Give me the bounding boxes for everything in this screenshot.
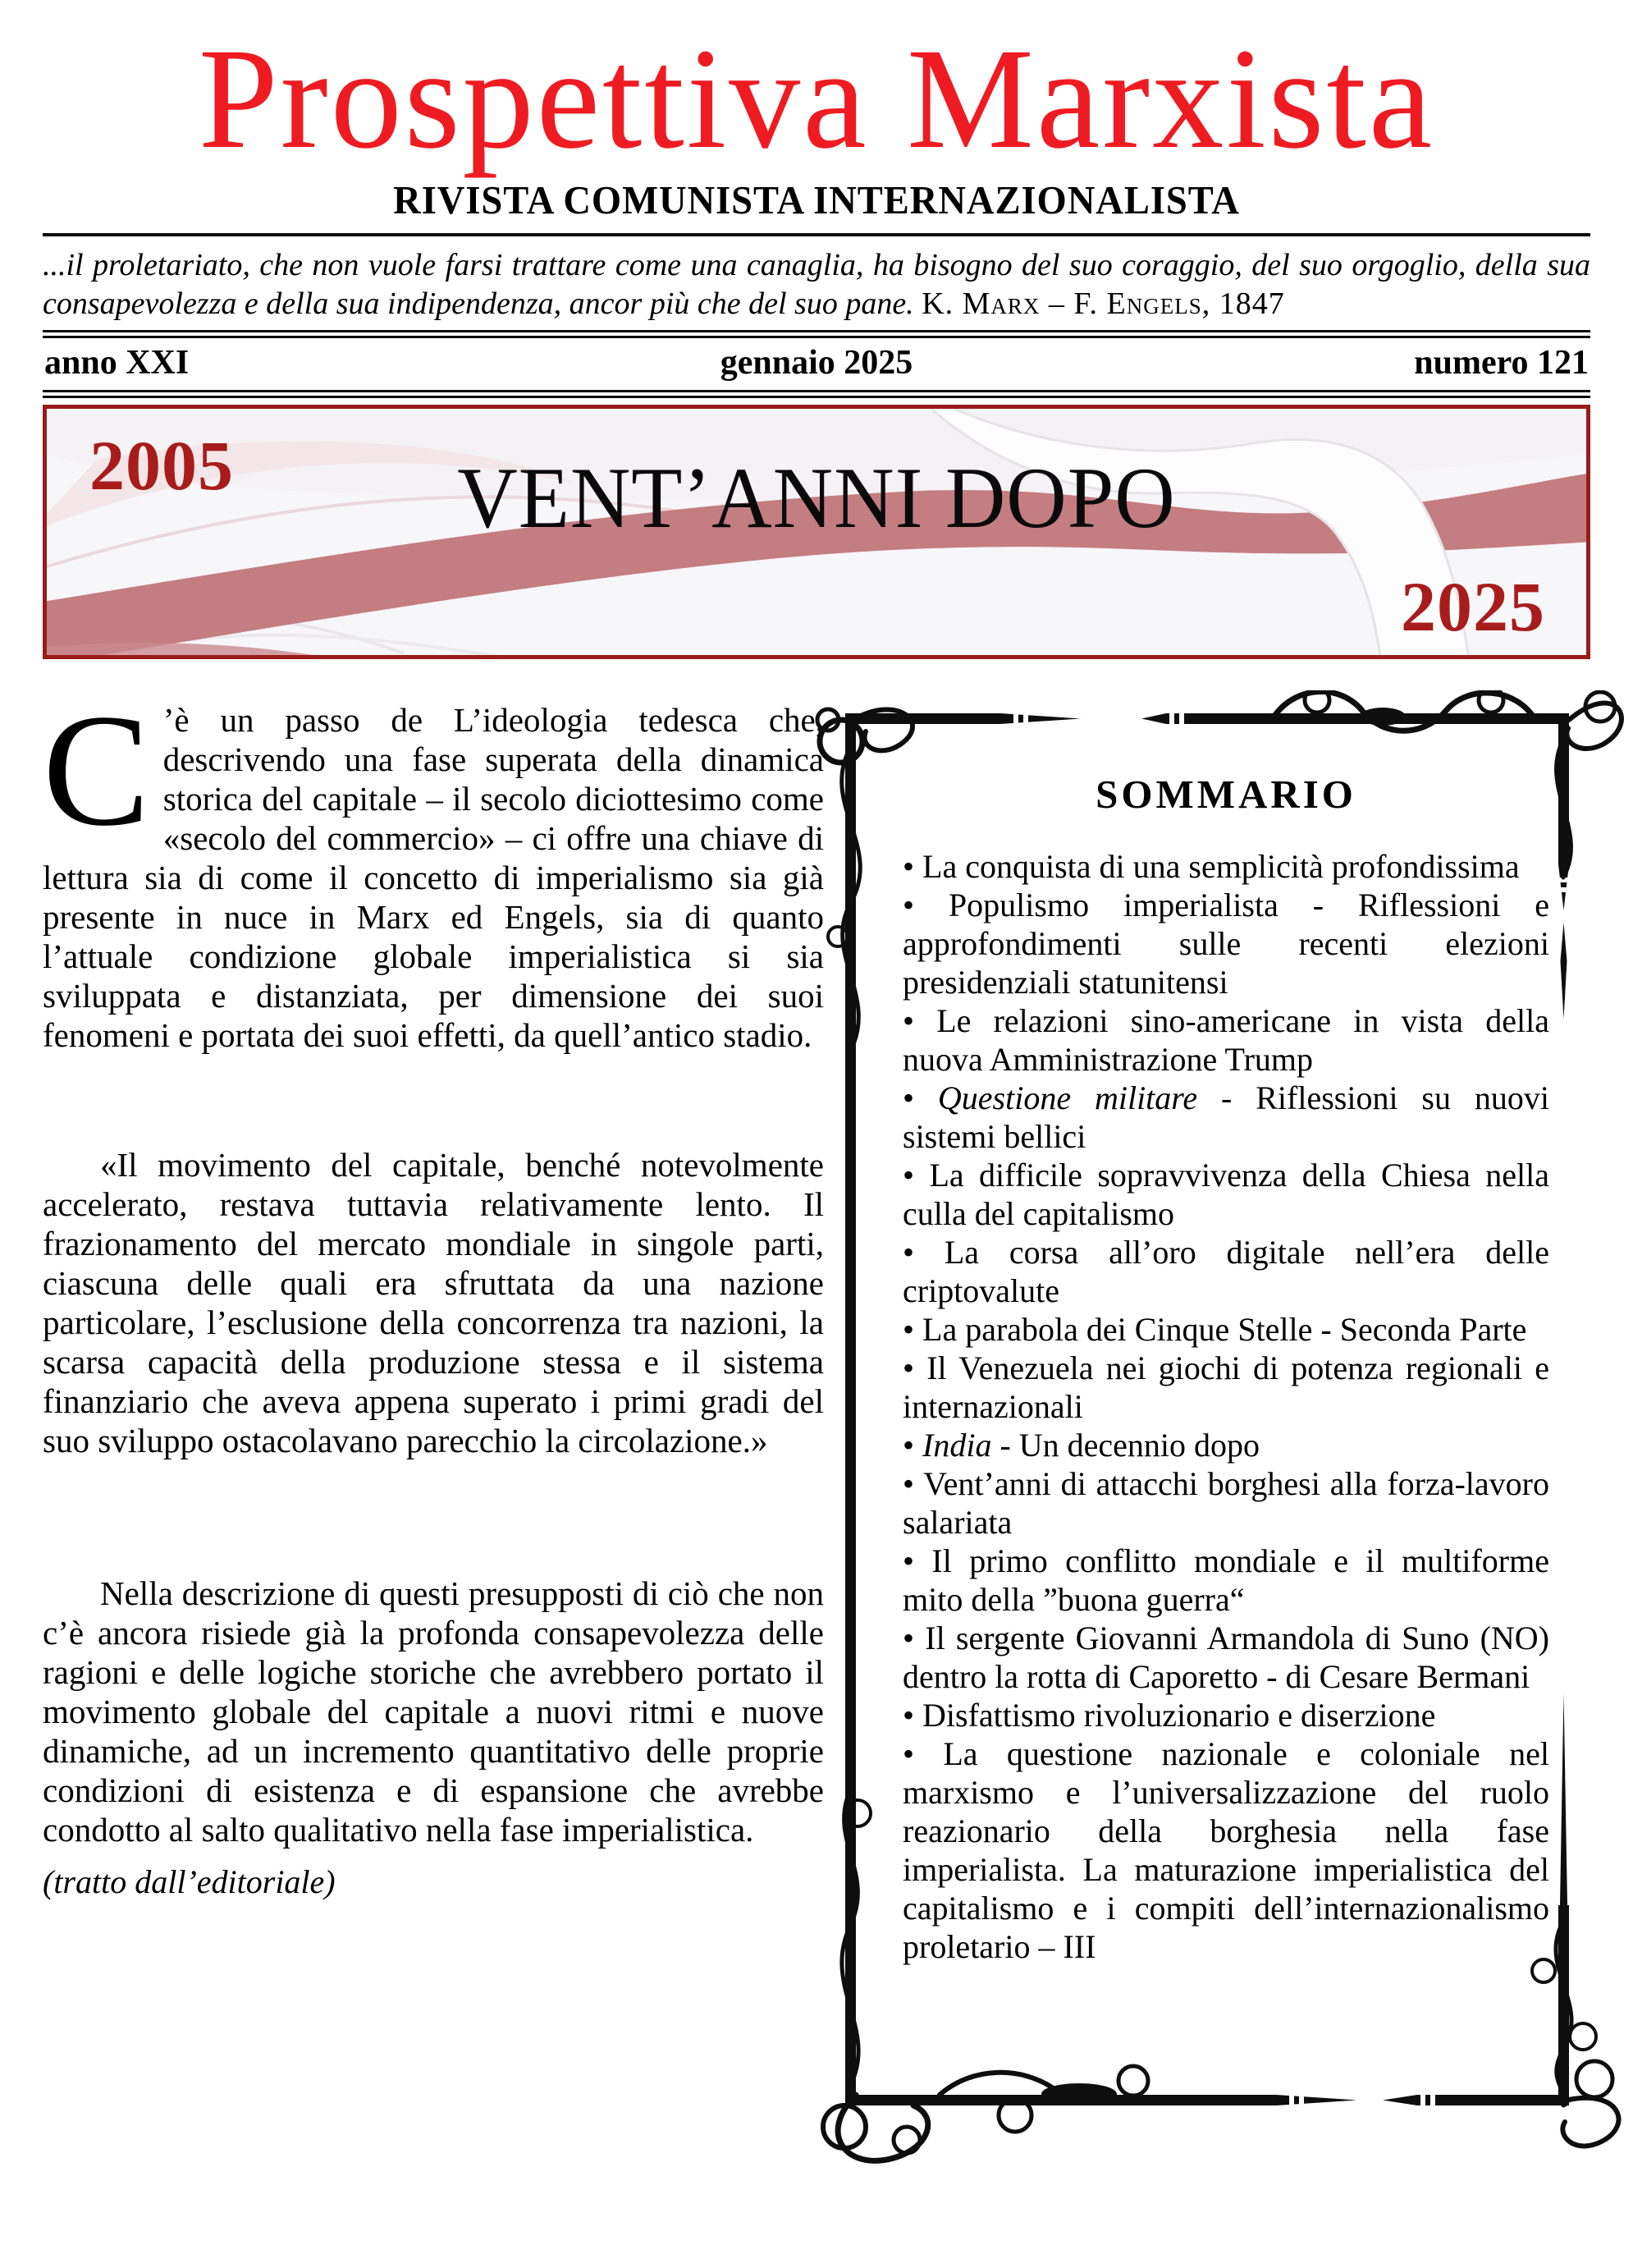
bullet-icon: • xyxy=(903,1157,930,1194)
masthead xyxy=(43,19,1590,222)
issue-info-row xyxy=(43,338,1590,390)
sommario-item xyxy=(903,1156,1549,1233)
bullet-icon: • xyxy=(903,1697,923,1734)
bullet-icon: • xyxy=(903,1465,924,1503)
sommario-item xyxy=(903,1233,1549,1310)
bullet-icon: • xyxy=(903,1311,923,1349)
bullet-icon: • xyxy=(903,1542,932,1580)
sommario-item xyxy=(903,1310,1549,1349)
sommario-item xyxy=(903,886,1549,1001)
banner-headline: VENT’ANNI DOPO xyxy=(457,450,1176,547)
issue-year: anno XXI xyxy=(44,344,190,383)
sommario-content xyxy=(845,771,1590,1966)
sommario-item-text: Questione militare xyxy=(937,1079,1198,1117)
editorial-paragraph-text: ’è un passo de L’ideologia tedesca che, descrivendo una fase superata della dinamica storica del capitale – il secolo diciottesimo come «secolo del commercio» – ci offre una chiave di lettura sia di come il concetto di imperialismo sia già presente in nuce in Marx ed Engels, sia di quanto l’attuale condizione globale imperialistica si sia sviluppata e distanziata, per dimensione dei suoi fenomeni e portata dei suoi effetti, da quell’antico stadio. xyxy=(43,701,824,1055)
epigraph xyxy=(43,246,1590,323)
bullet-icon: • xyxy=(903,1002,937,1040)
bullet-icon: • xyxy=(903,1620,926,1657)
sommario-list xyxy=(903,847,1549,1966)
editorial-paragraph xyxy=(43,681,824,1055)
banner-year-start: 2005 xyxy=(89,426,234,506)
epigraph-attribution: K. Marx – F. Engels, 1847 xyxy=(922,286,1285,322)
rule-above-issue xyxy=(43,330,1590,338)
editorial-source-note: (tratto dall’editoriale) xyxy=(43,1863,336,1901)
sommario-item-text: Disfattismo rivoluzionario e diserzione xyxy=(922,1697,1436,1734)
bullet-icon: • xyxy=(903,1349,927,1387)
sommario-item-text: Le relazioni sino-americane in vista della nuova Amministrazione Trump xyxy=(903,1002,1549,1079)
sommario-item-text: - Riflessioni su nuovi sistemi bellici xyxy=(903,1079,1549,1156)
editorial-column xyxy=(43,681,824,1902)
sommario-item-text: Il primo conflitto mondiale e il multiforme mito della ”buona guerra“ xyxy=(903,1542,1549,1619)
sommario-item-text: Populismo imperialista - Riflessioni e approfondimenti sulle recenti elezioni presidenziali statunitensi xyxy=(903,887,1549,1001)
bullet-icon: • xyxy=(903,848,923,886)
anniversary-banner xyxy=(43,405,1590,659)
sommario-item xyxy=(903,1079,1549,1156)
banner-year-end: 2025 xyxy=(1401,567,1545,647)
sommario-item xyxy=(903,1734,1549,1966)
editorial-paragraph: Nella descrizione di questi presupposti di ciò che non c’è ancora risiede già la profonda consapevolezza delle ragioni e delle logiche storiche che avrebbero portato il movimento globale del capitale a nuovi ritmi e nuove dinamiche, ad un incremento quantitativo delle proprie condizioni di esistenza e di espansione che avrebbe condotto al salto qualitativo nella fase imperialistica. xyxy=(43,1574,824,1849)
sommario-item-text: India xyxy=(922,1427,992,1464)
sommario-item xyxy=(903,1619,1549,1696)
bullet-icon: • xyxy=(903,1427,923,1464)
sommario-item xyxy=(903,847,1549,886)
rule-below-issue xyxy=(43,390,1590,398)
sommario-box xyxy=(845,700,1590,2178)
front-page xyxy=(0,19,1633,2178)
sommario-item-text: La difficile sopravvivenza della Chiesa nella culla del capitalismo xyxy=(903,1157,1549,1233)
sommario-item xyxy=(903,1426,1549,1464)
epigraph-quote: ...il proletariato, che non vuole farsi trattare come una canaglia, ha bisogno del suo coraggio, del suo orgoglio, della sua consapevolezza e della sua indipendenza, ancor più che del suo pane. xyxy=(43,248,1590,322)
sommario-item-text: La questione nazionale e coloniale nel marxismo e l’universalizzazione del ruolo reazionario della borghesia nella fase imperialista. La maturazione imperialistica del capitalismo e i compiti dell’internazionalismo proletario – III xyxy=(903,1735,1549,1966)
sommario-item xyxy=(903,1464,1549,1542)
sommario-item-text: Il sergente Giovanni Armandola di Suno (NO) dentro la rotta di Caporetto - di Cesare Bermani xyxy=(903,1620,1549,1696)
sommario-item-text: Vent’anni di attacchi borghesi alla forza-lavoro salariata xyxy=(903,1465,1549,1542)
bullet-icon: • xyxy=(903,1735,944,1773)
sommario-item-text: - Un decennio dopo xyxy=(991,1427,1260,1464)
sommario-item xyxy=(903,1349,1549,1426)
issue-number: numero 121 xyxy=(1414,344,1589,383)
sommario-item-text: La corsa all’oro digitale nell’era delle criptovalute xyxy=(903,1234,1549,1310)
bullet-icon: • xyxy=(903,887,949,924)
editorial-paragraph: «Il movimento del capitale, benché notevolmente accelerato, restava tuttavia relativamente lento. Il frazionamento del mercato mondiale in singole parti, ciascuna delle quali era sfruttata da una nazione particolare, l’esclusione della concorrenza tra nazioni, la scarsa capacità della produzione stessa e il sistema finanziario che aveva appena superato i primi gradi del suo sviluppo ostacolavano parecchio la circolazione.» xyxy=(43,1146,824,1460)
rule-top xyxy=(43,233,1590,236)
bullet-icon: • xyxy=(903,1079,938,1117)
bullet-icon: • xyxy=(903,1234,945,1271)
sommario-item xyxy=(903,1696,1549,1734)
sommario-item-text: La conquista di una semplicità profondissima xyxy=(922,848,1520,886)
sommario-item xyxy=(903,1001,1549,1079)
sommario-item-text: Il Venezuela nei giochi di potenza regionali e internazionali xyxy=(903,1349,1549,1426)
masthead-subtitle: RIVISTA COMUNISTA INTERNAZIONALISTA xyxy=(393,176,1240,222)
main-content xyxy=(43,681,1590,2178)
dropcap: C xyxy=(43,681,150,860)
masthead-title: Prospettiva Marxista xyxy=(198,19,1435,179)
sommario-item xyxy=(903,1542,1549,1619)
issue-date: gennaio 2025 xyxy=(720,344,913,383)
sommario-item-text: La parabola dei Cinque Stelle - Seconda Parte xyxy=(922,1311,1527,1349)
sommario-title: SOMMARIO xyxy=(1096,772,1356,818)
